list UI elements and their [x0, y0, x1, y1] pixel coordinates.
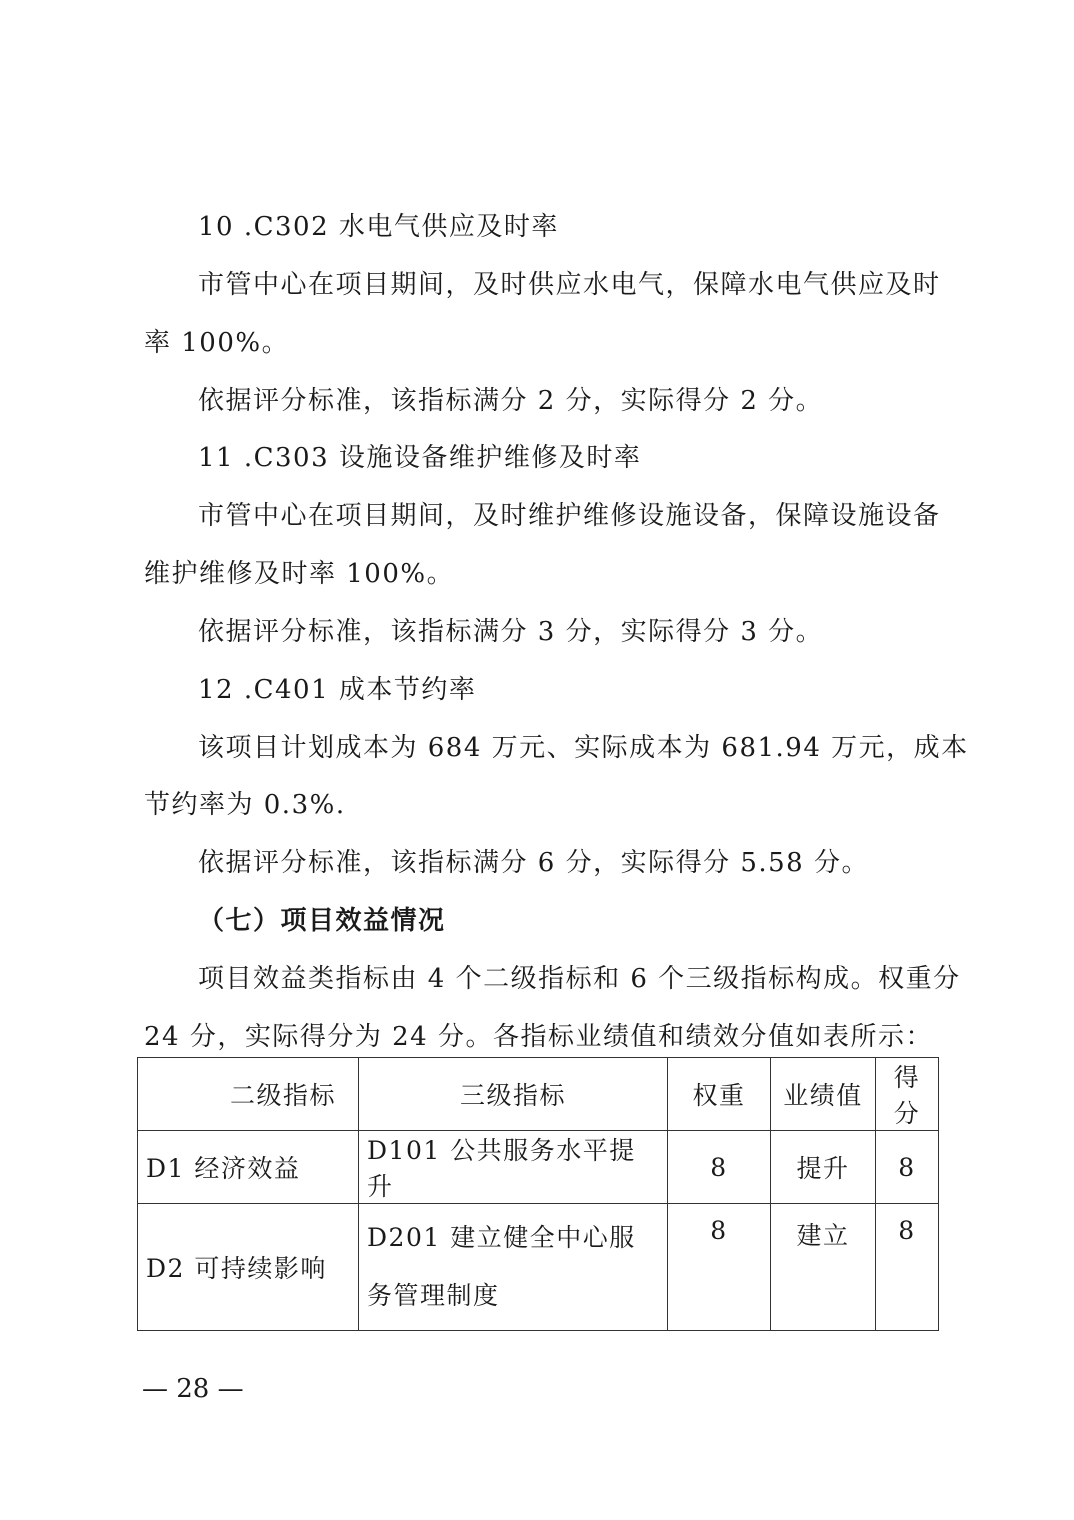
paragraph-c303-line1: 市管中心在项目期间，及时维护维修设施设备，保障设施设备 — [198, 501, 941, 531]
paragraph-c401-score: 依据评分标准，该指标满分 6 分，实际得分 5.58 分。 — [198, 848, 869, 878]
paragraph-c303-line2: 维护维修及时率 100%。 — [144, 559, 455, 589]
section-heading: （七）项目效益情况 — [198, 906, 446, 936]
table-cell: 提升 — [771, 1131, 876, 1204]
table-header-cell: 二级指标 — [138, 1058, 359, 1131]
table-row — [138, 1204, 939, 1331]
table-header-cell: 业绩值 — [771, 1058, 876, 1131]
paragraph-c401-line2: 节约率为 0.3%. — [144, 790, 346, 820]
table-cell: D101 公共服务水平提升 — [359, 1131, 668, 1204]
table-header-row — [138, 1058, 939, 1131]
paragraph-c401-line1: 该项目计划成本为 684 万元、实际成本为 681.94 万元，成本 — [198, 733, 969, 763]
table-cell: 8 — [876, 1204, 939, 1331]
table-header-cell: 三级指标 — [359, 1058, 668, 1131]
table-cell: 建立 — [771, 1204, 876, 1331]
page-number: — 28 — — [142, 1374, 244, 1404]
table-cell: D1 经济效益 — [138, 1131, 359, 1204]
paragraph-c303-score: 依据评分标准，该指标满分 3 分，实际得分 3 分。 — [198, 617, 824, 647]
paragraph-benefit-line2: 24 分，实际得分为 24 分。各指标业绩值和绩效分值如表所示： — [144, 1022, 933, 1052]
benefit-table — [137, 1057, 939, 1331]
table-header-cell: 权重 — [668, 1058, 771, 1131]
table-row — [138, 1131, 939, 1204]
table-cell: 8 — [668, 1204, 771, 1331]
paragraph-c302-line1: 市管中心在项目期间，及时供应水电气，保障水电气供应及时 — [198, 270, 941, 300]
table-cell: D201 建立健全中心服务管理制度 — [359, 1204, 668, 1331]
paragraph-c302-line2: 率 100%。 — [144, 328, 290, 358]
table-header-cell: 得分 — [876, 1058, 939, 1131]
table-cell: 8 — [876, 1131, 939, 1204]
paragraph-c303-title: 11 .C303 设施设备维护维修及时率 — [198, 443, 642, 473]
paragraph-c302-title: 10 .C302 水电气供应及时率 — [198, 212, 559, 242]
table-cell: D2 可持续影响 — [138, 1204, 359, 1331]
paragraph-c401-title: 12 .C401 成本节约率 — [198, 675, 477, 705]
table-cell: 8 — [668, 1131, 771, 1204]
paragraph-c302-score: 依据评分标准，该指标满分 2 分，实际得分 2 分。 — [198, 386, 824, 416]
paragraph-benefit-line1: 项目效益类指标由 4 个二级指标和 6 个三级指标构成。权重分 — [198, 964, 961, 994]
